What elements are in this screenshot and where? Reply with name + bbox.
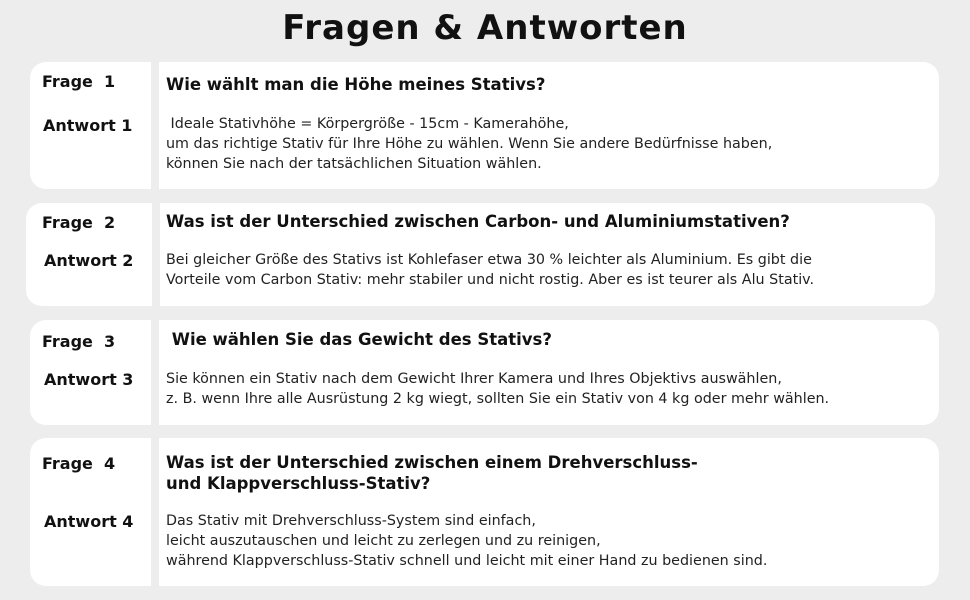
answer-text bbox=[166, 511, 767, 571]
card-divider bbox=[152, 203, 160, 306]
faq-card-3 bbox=[30, 320, 939, 425]
faq-card-2 bbox=[26, 203, 935, 306]
question-label: Frage 4 bbox=[42, 454, 116, 473]
page-title: Fragen & Antworten bbox=[282, 8, 688, 48]
faq-card-4 bbox=[30, 438, 939, 586]
answer-text bbox=[166, 369, 829, 409]
answer-text bbox=[166, 114, 772, 174]
answer-line: Das Stativ mit Drehverschluss-System sind einfach, bbox=[166, 513, 536, 529]
answer-line: können Sie nach der tatsächlichen Situation wählen. bbox=[166, 156, 542, 172]
question-label: Frage 2 bbox=[42, 213, 116, 232]
question-line: Was ist der Unterschied zwischen Carbon- und Aluminiumstativen? bbox=[166, 212, 790, 231]
answer-label: Antwort 2 bbox=[44, 251, 134, 270]
answer-text bbox=[166, 250, 814, 290]
card-divider bbox=[151, 438, 159, 586]
answer-line: während Klappverschluss-Stativ schnell und leicht mit einer Hand zu bedienen sind. bbox=[166, 553, 768, 569]
answer-label: Antwort 4 bbox=[44, 512, 134, 531]
question-line: Was ist der Unterschied zwischen einem Drehverschluss- bbox=[166, 453, 698, 472]
card-divider bbox=[151, 320, 159, 425]
question-label: Frage 3 bbox=[42, 332, 116, 351]
question-line: Wie wählt man die Höhe meines Stativs? bbox=[166, 75, 546, 94]
answer-line: um das richtige Stativ für Ihre Höhe zu wählen. Wenn Sie andere Bedürfnisse haben, bbox=[166, 136, 773, 152]
answer-line: z. B. wenn Ihre alle Ausrüstung 2 kg wiegt, sollten Sie ein Stativ von 4 kg oder mehr wählen. bbox=[166, 391, 830, 407]
answer-line: Ideale Stativhöhe = Körpergröße - 15cm - Kamerahöhe, bbox=[166, 116, 569, 132]
card-divider bbox=[151, 62, 159, 189]
answer-line: Vorteile vom Carbon Stativ: mehr stabiler und nicht rostig. Aber es ist teurer als Alu Stativ. bbox=[166, 272, 815, 288]
answer-line: Bei gleicher Größe des Stativs ist Kohlefaser etwa 30 % leichter als Aluminium. Es gibt die bbox=[166, 252, 812, 268]
answer-label: Antwort 3 bbox=[44, 370, 134, 389]
question-text bbox=[166, 452, 698, 494]
question-line: Wie wählen Sie das Gewicht des Stativs? bbox=[166, 330, 552, 349]
faq-card-1 bbox=[30, 62, 939, 189]
question-line: und Klappverschluss-Stativ? bbox=[166, 474, 431, 493]
answer-line: Sie können ein Stativ nach dem Gewicht Ihrer Kamera und Ihres Objektivs auswählen, bbox=[166, 371, 782, 387]
answer-label: Antwort 1 bbox=[43, 116, 133, 135]
question-text bbox=[166, 74, 545, 95]
question-text bbox=[166, 211, 790, 232]
question-text bbox=[166, 329, 552, 350]
answer-line: leicht auszutauschen und leicht zu zerlegen und zu reinigen, bbox=[166, 533, 601, 549]
question-label: Frage 1 bbox=[42, 72, 116, 91]
